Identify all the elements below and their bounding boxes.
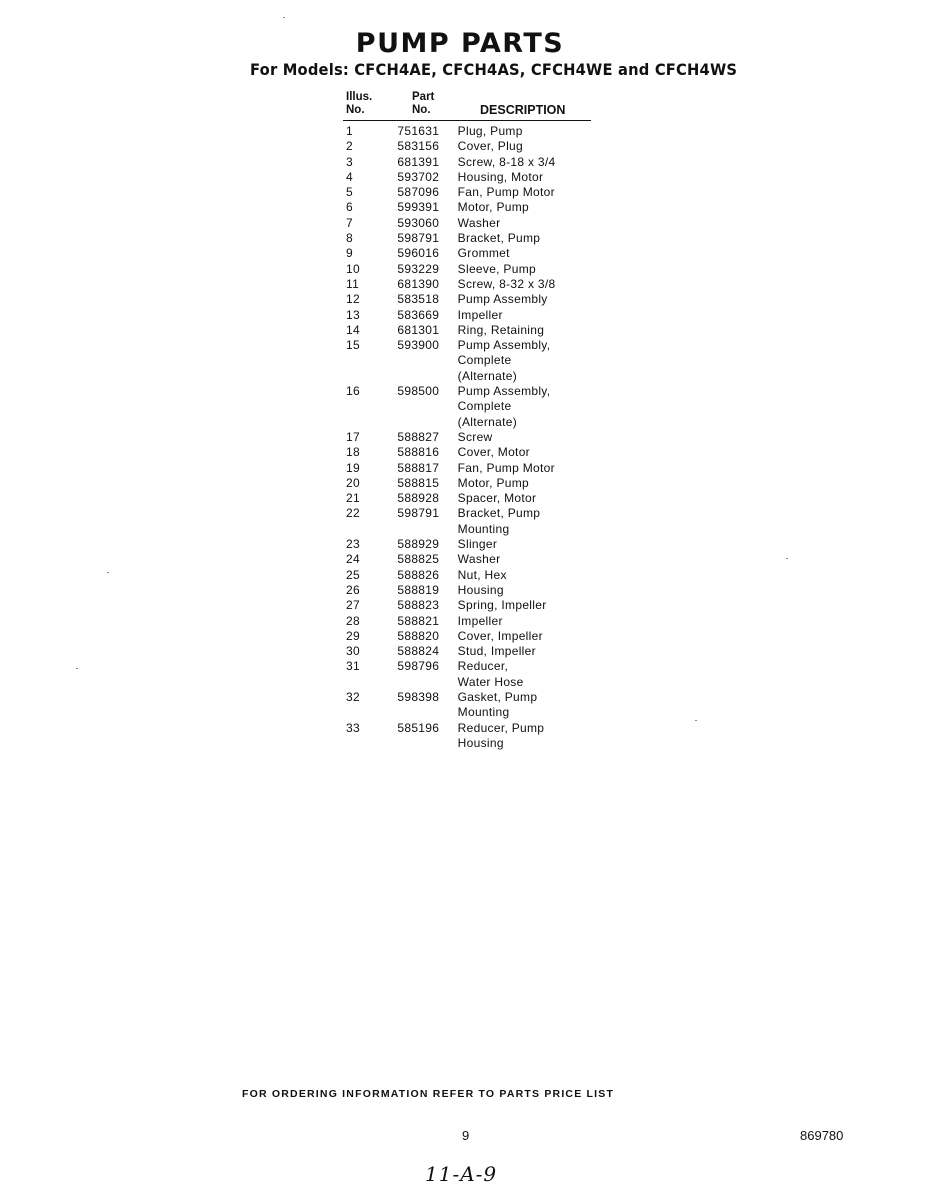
- table-row: [346, 170, 596, 185]
- part-header-line2: No.: [412, 104, 431, 116]
- table-row: [346, 506, 596, 537]
- illus-no-cell: 6: [346, 200, 353, 215]
- illus-no-cell: 4: [346, 169, 353, 184]
- scan-speck: [695, 720, 697, 721]
- illus-no-cell: 2: [346, 139, 353, 154]
- description-cell: [458, 170, 596, 185]
- description-cell: [458, 430, 596, 445]
- description-cell: [458, 185, 596, 200]
- description-line: Water Hose: [457, 674, 524, 689]
- part-no-cell: 588929: [397, 537, 440, 552]
- part-no-cell: 681390: [397, 276, 440, 291]
- description-cell: [458, 338, 596, 384]
- illus-no-cell: 8: [346, 231, 353, 246]
- description-line: Mounting: [457, 521, 510, 536]
- document-number: 869780: [800, 1128, 844, 1143]
- table-row: [346, 246, 596, 261]
- description-line: Cover, Plug: [457, 139, 524, 154]
- illus-header-line2: No.: [346, 104, 365, 116]
- description-cell: [458, 537, 596, 552]
- illus-no-cell: 17: [346, 429, 360, 444]
- part-no-cell: 598791: [397, 231, 440, 246]
- table-row: [346, 384, 596, 430]
- description-line: Motor, Pump: [457, 475, 529, 490]
- part-no-cell: 585196: [397, 720, 440, 735]
- models-subtitle: For Models: CFCH4AE, CFCH4AS, CFCH4WE and CFCH4WS: [250, 60, 738, 79]
- illus-no-cell: 15: [346, 338, 360, 353]
- description-cell: [458, 445, 596, 460]
- part-no-cell: 593702: [397, 169, 440, 184]
- illus-no-cell: 14: [346, 322, 360, 337]
- table-row: [346, 200, 596, 215]
- part-no-cell: 598398: [397, 689, 440, 704]
- table-row: [346, 338, 596, 384]
- description-line: (Alternate): [457, 368, 517, 383]
- table-row: [346, 262, 596, 277]
- description-line: Washer: [457, 215, 501, 230]
- table-row: [346, 644, 596, 659]
- description-line: Slinger: [457, 537, 498, 552]
- parts-table: [346, 124, 596, 751]
- part-no-cell: 593229: [397, 261, 440, 276]
- description-line: Housing: [457, 582, 504, 597]
- illus-no-cell: 33: [346, 720, 360, 735]
- description-line: Fan, Pump Motor: [457, 460, 555, 475]
- description-line: Washer: [457, 552, 501, 567]
- illus-no-header: [346, 91, 372, 117]
- table-row: [346, 491, 596, 506]
- part-no-cell: 593900: [397, 338, 440, 353]
- description-line: Impeller: [457, 613, 503, 628]
- description-cell: [458, 598, 596, 613]
- part-no-header: [412, 91, 434, 117]
- part-no-cell: 587096: [397, 185, 440, 200]
- description-line: Housing, Motor: [457, 169, 544, 184]
- illus-no-cell: 25: [346, 567, 360, 582]
- description-cell: [458, 690, 596, 721]
- table-row: [346, 629, 596, 644]
- description-line: Bracket, Pump: [457, 231, 541, 246]
- description-cell: [458, 246, 596, 261]
- page-title: PUMP PARTS: [355, 28, 565, 59]
- description-cell: [458, 614, 596, 629]
- illus-no-cell: 5: [346, 185, 353, 200]
- description-line: Pump Assembly,: [457, 384, 551, 399]
- part-no-cell: 598796: [397, 659, 440, 674]
- illus-no-cell: 1: [346, 124, 353, 138]
- description-line: (Alternate): [457, 414, 517, 429]
- part-no-cell: 588928: [397, 491, 440, 506]
- part-no-cell: 588825: [397, 552, 440, 567]
- description-header: DESCRIPTION: [480, 103, 566, 117]
- illus-no-cell: 3: [346, 154, 353, 169]
- description-line: Cover, Motor: [457, 445, 530, 460]
- description-cell: [458, 139, 596, 154]
- description-line: Ring, Retaining: [457, 322, 545, 337]
- illus-no-cell: 13: [346, 307, 360, 322]
- description-line: Screw, 8-18 x 3/4: [457, 154, 556, 169]
- scan-speck: [283, 17, 285, 18]
- description-cell: [458, 583, 596, 598]
- description-cell: [458, 262, 596, 277]
- description-cell: [458, 308, 596, 323]
- handwritten-note: 11-A-9: [425, 1162, 498, 1186]
- illus-no-cell: 28: [346, 613, 360, 628]
- illus-no-cell: 21: [346, 491, 360, 506]
- page-number: 9: [462, 1128, 470, 1143]
- part-no-cell: 681391: [397, 154, 440, 169]
- illus-no-cell: 16: [346, 384, 360, 399]
- table-row: [346, 292, 596, 307]
- part-header-line1: Part: [412, 91, 435, 103]
- table-row: [346, 461, 596, 476]
- table-row: [346, 476, 596, 491]
- part-no-cell: 588823: [397, 598, 440, 613]
- description-cell: [458, 476, 596, 491]
- description-line: Pump Assembly: [457, 292, 548, 307]
- part-no-cell: 588824: [397, 644, 440, 659]
- illus-no-cell: 22: [346, 506, 360, 521]
- header-rule: [343, 120, 591, 121]
- description-cell: [458, 200, 596, 215]
- description-cell: [458, 384, 596, 430]
- description-line: Spacer, Motor: [457, 491, 537, 506]
- description-line: Complete: [457, 399, 512, 414]
- table-row: [346, 614, 596, 629]
- description-line: Gasket, Pump: [457, 689, 538, 704]
- part-no-cell: 588820: [397, 628, 440, 643]
- illus-no-cell: 23: [346, 537, 360, 552]
- description-cell: [458, 491, 596, 506]
- description-cell: [458, 323, 596, 338]
- table-row: [346, 659, 596, 690]
- scan-speck: [786, 558, 788, 559]
- illus-no-cell: 9: [346, 246, 353, 261]
- description-line: Cover, Impeller: [457, 628, 543, 643]
- part-no-cell: 583156: [397, 139, 440, 154]
- part-no-cell: 588826: [397, 567, 440, 582]
- illus-no-cell: 20: [346, 475, 360, 490]
- description-line: Spring, Impeller: [457, 598, 547, 613]
- description-line: Nut, Hex: [457, 567, 507, 582]
- scan-speck: [76, 668, 78, 669]
- description-cell: [458, 721, 596, 752]
- illus-no-cell: 31: [346, 659, 360, 674]
- table-row: [346, 445, 596, 460]
- part-no-cell: 599391: [397, 200, 440, 215]
- description-line: Complete: [457, 353, 512, 368]
- part-no-cell: 681301: [397, 322, 440, 337]
- part-no-cell: 598791: [397, 506, 440, 521]
- description-cell: [458, 277, 596, 292]
- description-line: Sleeve, Pump: [457, 261, 536, 276]
- illus-no-cell: 26: [346, 582, 360, 597]
- table-row: [346, 537, 596, 552]
- description-cell: [458, 124, 596, 139]
- table-row: [346, 568, 596, 583]
- illus-no-cell: 19: [346, 460, 360, 475]
- description-line: Impeller: [457, 307, 503, 322]
- description-cell: [458, 292, 596, 307]
- part-no-cell: 583518: [397, 292, 440, 307]
- description-cell: [458, 552, 596, 567]
- description-line: Housing: [457, 735, 504, 750]
- table-row: [346, 277, 596, 292]
- description-line: Screw, 8-32 x 3/8: [457, 276, 556, 291]
- table-row: [346, 721, 596, 752]
- ordering-note: FOR ORDERING INFORMATION REFER TO PARTS PRICE LIST: [242, 1088, 615, 1100]
- table-row: [346, 552, 596, 567]
- part-no-cell: 588815: [397, 475, 440, 490]
- illus-no-cell: 7: [346, 215, 353, 230]
- description-line: Motor, Pump: [457, 200, 529, 215]
- description-line: Plug, Pump: [457, 124, 523, 138]
- table-row: [346, 323, 596, 338]
- table-row: [346, 124, 596, 139]
- table-row: [346, 139, 596, 154]
- part-no-cell: 593060: [397, 215, 440, 230]
- table-row: [346, 231, 596, 246]
- illus-no-cell: 24: [346, 552, 360, 567]
- table-row: [346, 308, 596, 323]
- description-line: Mounting: [457, 705, 510, 720]
- description-cell: [458, 231, 596, 246]
- illus-no-cell: 10: [346, 261, 360, 276]
- description-cell: [458, 461, 596, 476]
- table-row: [346, 690, 596, 721]
- table-row: [346, 155, 596, 170]
- illus-no-cell: 12: [346, 292, 360, 307]
- illus-no-cell: 29: [346, 628, 360, 643]
- table-row: [346, 216, 596, 231]
- description-line: Reducer,: [457, 659, 509, 674]
- table-row: [346, 583, 596, 598]
- illus-no-cell: 27: [346, 598, 360, 613]
- table-row: [346, 185, 596, 200]
- illus-no-cell: 32: [346, 689, 360, 704]
- table-row: [346, 598, 596, 613]
- illus-no-cell: 11: [346, 276, 360, 291]
- description-line: Pump Assembly,: [457, 338, 551, 353]
- part-no-cell: 588817: [397, 460, 440, 475]
- scan-speck: [107, 572, 109, 573]
- part-no-cell: 751631: [397, 124, 440, 138]
- part-no-cell: 588819: [397, 582, 440, 597]
- description-line: Reducer, Pump: [457, 720, 545, 735]
- description-line: Fan, Pump Motor: [457, 185, 555, 200]
- part-no-cell: 596016: [397, 246, 440, 261]
- description-cell: [458, 568, 596, 583]
- description-cell: [458, 629, 596, 644]
- table-row: [346, 430, 596, 445]
- part-no-cell: 588827: [397, 429, 440, 444]
- illus-no-cell: 30: [346, 644, 360, 659]
- description-cell: [458, 659, 596, 690]
- illus-no-cell: 18: [346, 445, 360, 460]
- description-cell: [458, 155, 596, 170]
- description-line: Bracket, Pump: [457, 506, 541, 521]
- description-line: Grommet: [457, 246, 510, 261]
- part-no-cell: 598500: [397, 384, 440, 399]
- description-cell: [458, 216, 596, 231]
- part-no-cell: 588816: [397, 445, 440, 460]
- illus-header-line1: Illus.: [346, 91, 373, 103]
- description-cell: [458, 644, 596, 659]
- description-line: Stud, Impeller: [457, 644, 536, 659]
- description-cell: [458, 506, 596, 537]
- part-no-cell: 583669: [397, 307, 440, 322]
- description-line: Screw: [457, 429, 493, 444]
- part-no-cell: 588821: [397, 613, 440, 628]
